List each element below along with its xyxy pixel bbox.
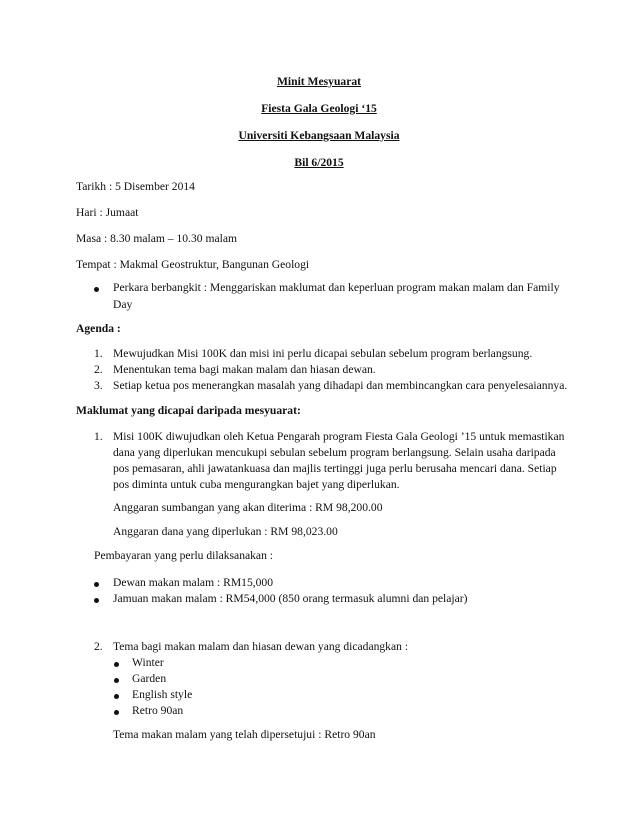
event-name: Fiesta Gala Geologi ‘15 <box>261 102 377 115</box>
info-item-line: pos pemasaran, ahli jawatankuasa dan majlis tertinggi juga perlu berusaha mencari dana. Setiap <box>113 462 557 475</box>
matters-arising-line2: Day <box>113 298 133 311</box>
info-item-number: 2. <box>94 640 103 653</box>
agenda-item: Menentukan tema bagi makan malam dan hiasan dewan. <box>113 363 376 376</box>
bullet-icon <box>114 662 119 667</box>
agenda-number: 2. <box>94 363 103 376</box>
meeting-day: Hari : Jumaat <box>76 206 139 219</box>
agenda-heading: Agenda : <box>76 322 121 335</box>
matters-arising-line1: Perkara berbangkit : Menggariskan maklumat dan keperluan program makan malam dan Family <box>113 281 560 294</box>
bullet-icon <box>114 678 119 683</box>
agreed-theme: Tema makan malam yang telah dipersetujui : Retro 90an <box>113 728 376 741</box>
payments-heading: Pembayaran yang perlu dilaksanakan : <box>94 549 273 562</box>
payment-item: Jamuan makan malam : RM54,000 (850 orang termasuk alumni dan pelajar) <box>113 592 468 605</box>
info-item-line: pos diminta untuk cuba mengurangkan bajet yang diperlukan. <box>113 478 400 491</box>
theme-proposal: Tema bagi makan malam dan hiasan dewan yang dicadangkan : <box>113 640 409 653</box>
bullet-icon <box>94 598 99 603</box>
info-item-number: 1. <box>94 430 103 443</box>
theme-option: Retro 90an <box>132 704 184 717</box>
bullet-icon <box>114 694 119 699</box>
bullet-icon <box>114 710 119 715</box>
bullet-icon <box>94 287 99 292</box>
info-item-line: Misi 100K diwujudkan oleh Ketua Pengarah program Fiesta Gala Geologi ’15 untuk memastikan <box>113 430 565 443</box>
document-title: Minit Mesyuarat <box>276 75 362 88</box>
agenda-item: Setiap ketua pos menerangkan masalah yang dihadapi dan membincangkan cara penyelesaiannya. <box>113 379 568 392</box>
payment-item: Dewan makan malam : RM15,000 <box>113 576 274 589</box>
theme-option: Winter <box>132 656 164 669</box>
meeting-number: Bil 6/2015 <box>294 156 344 169</box>
agenda-item: Mewujudkan Misi 100K dan misi ini perlu dicapai sebulan sebelum program berlangsung. <box>113 347 533 360</box>
university-name: Universiti Kebangsaan Malaysia <box>238 129 400 142</box>
estimated-needed: Anggaran dana yang diperlukan : RM 98,023.00 <box>113 525 338 538</box>
info-item-line: dana yang diperlukan mencukupi sebulan sebelum program berlangsung. Selain usaha daripada <box>113 446 556 459</box>
information-heading: Maklumat yang dicapai daripada mesyuarat: <box>76 404 301 417</box>
meeting-place: Tempat : Makmal Geostruktur, Bangunan Geologi <box>76 258 310 271</box>
meeting-time: Masa : 8.30 malam – 10.30 malam <box>76 232 237 245</box>
agenda-number: 3. <box>94 379 103 392</box>
theme-option: Garden <box>132 672 167 685</box>
estimated-income: Anggaran sumbangan yang akan diterima : RM 98,200.00 <box>113 501 383 514</box>
agenda-number: 1. <box>94 347 103 360</box>
bullet-icon <box>94 582 99 587</box>
meeting-date: Tarikh : 5 Disember 2014 <box>76 180 195 193</box>
theme-option: English style <box>132 688 193 701</box>
